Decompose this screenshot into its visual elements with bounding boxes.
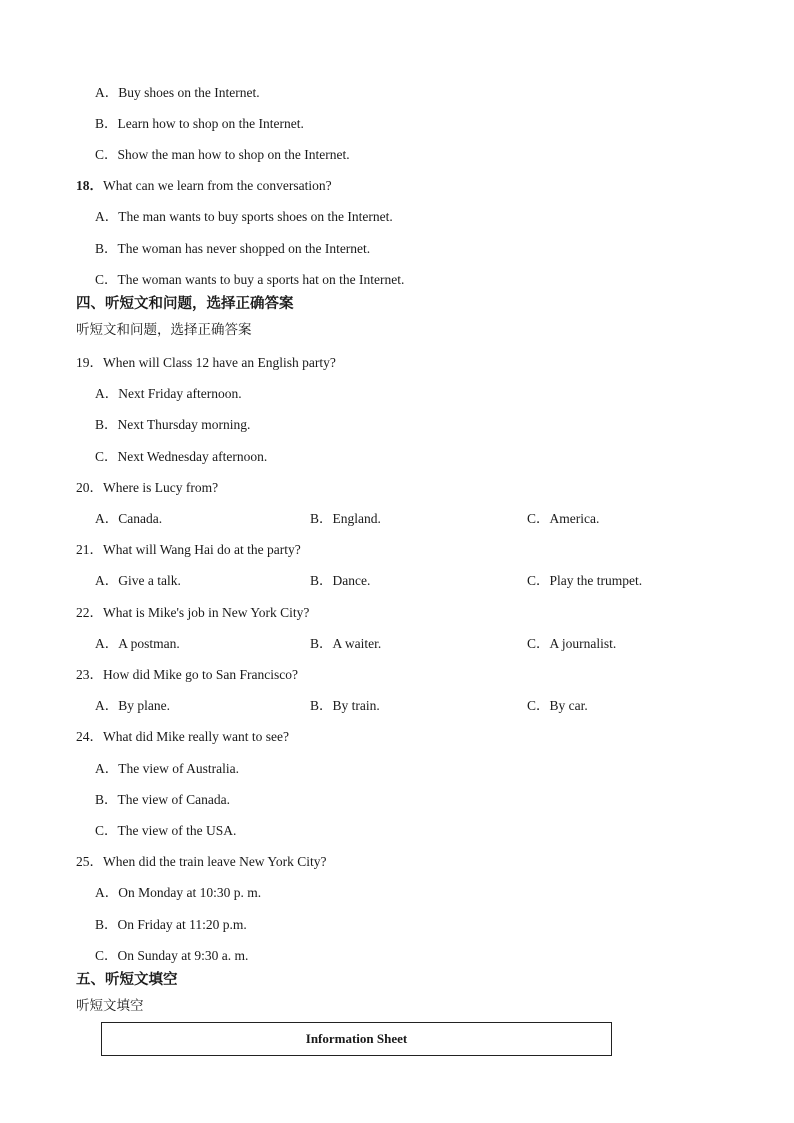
q22-question: 22．What is Mike's job in New York City? <box>76 605 310 620</box>
q17-option-a: A．Buy shoes on the Internet. <box>95 85 260 100</box>
section-5-instruction: 听短文填空 <box>76 998 144 1014</box>
q21-option-c: C．Play the trumpet. <box>527 573 643 588</box>
q20-option-c: C．America. <box>527 511 600 526</box>
q21-question: 21．What will Wang Hai do at the party? <box>76 542 301 557</box>
information-sheet-title: Information Sheet <box>305 1031 408 1046</box>
q24-option-a: A．The view of Australia. <box>95 761 239 776</box>
section-5-title: 五、听短文填空 <box>76 972 178 988</box>
q18-option-a: A．The man wants to buy sports shoes on the Internet. <box>95 209 393 224</box>
q23-option-c: C．By car. <box>527 698 588 713</box>
q25-option-b: B．On Friday at 11:20 p.m. <box>95 917 247 932</box>
q20-option-b: B．England. <box>310 511 381 526</box>
q18-text: What can we learn from the conversation? <box>103 178 332 193</box>
q24-option-c: C．The view of the USA. <box>95 823 237 838</box>
q20-option-a: A．Canada. <box>95 511 163 526</box>
section-4-title: 四、听短文和问题，选择正确答案 <box>76 296 294 312</box>
q18-option-c: C．The woman wants to buy a sports hat on the Internet. <box>95 272 405 287</box>
q25-option-a: A．On Monday at 10:30 p. m. <box>95 885 262 900</box>
q19-option-c: C．Next Wednesday afternoon. <box>95 449 268 464</box>
q22-option-c: C．A journalist. <box>527 636 617 651</box>
q17-option-c: C．Show the man how to shop on the Internet. <box>95 147 350 162</box>
q17-option-b: B．Learn how to shop on the Internet. <box>95 116 304 131</box>
q23-option-b: B．By train. <box>310 698 380 713</box>
q23-question: 23．How did Mike go to San Francisco? <box>76 667 298 682</box>
q18-option-b: B．The woman has never shopped on the Internet. <box>95 241 371 256</box>
q18-number: 18． <box>76 178 103 193</box>
q25-option-c: C．On Sunday at 9:30 a. m. <box>95 948 249 963</box>
q19-question: 19．When will Class 12 have an English party? <box>76 355 336 370</box>
q20-question: 20．Where is Lucy from? <box>76 480 219 495</box>
q21-option-b: B．Dance. <box>310 573 371 588</box>
information-sheet-table <box>101 1022 612 1056</box>
q22-option-a: A．A postman. <box>95 636 180 651</box>
section-4-instruction: 听短文和问题，选择正确答案 <box>76 322 252 338</box>
q22-option-b: B．A waiter. <box>310 636 382 651</box>
q25-question: 25．When did the train leave New York City? <box>76 854 327 869</box>
q24-option-b: B．The view of Canada. <box>95 792 230 807</box>
q19-option-b: B．Next Thursday morning. <box>95 417 251 432</box>
q23-option-a: A．By plane. <box>95 698 170 713</box>
q24-question: 24．What did Mike really want to see? <box>76 729 289 744</box>
q21-option-a: A．Give a talk. <box>95 573 181 588</box>
q19-option-a: A．Next Friday afternoon. <box>95 386 242 401</box>
q18-question <box>76 178 332 194</box>
